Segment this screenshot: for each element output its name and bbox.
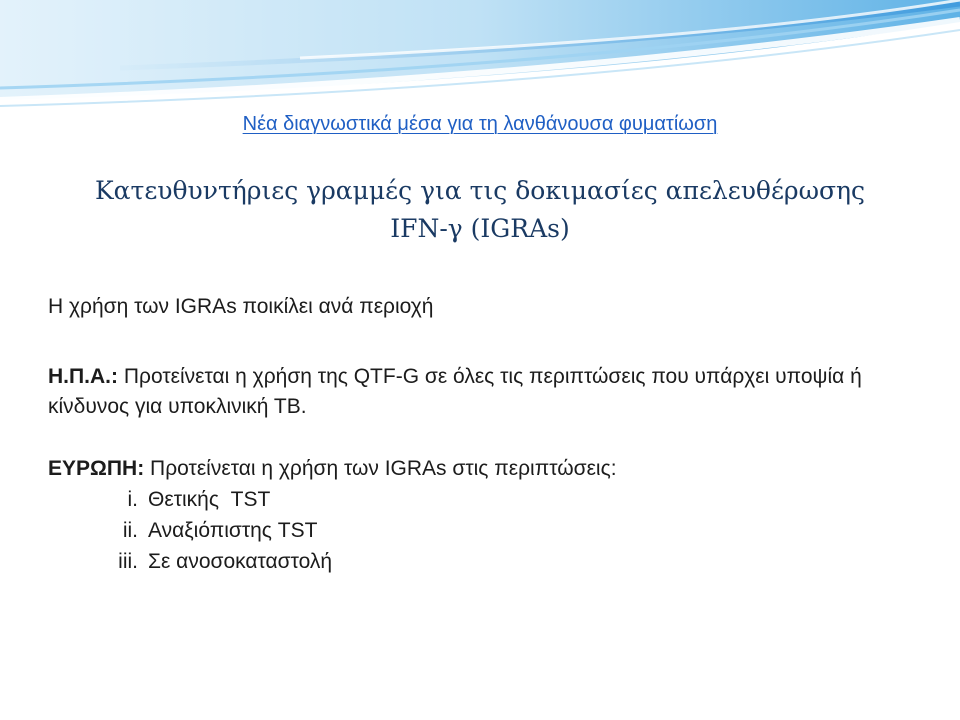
list-item [48,515,928,546]
europe-paragraph [48,453,928,577]
europe-case-list [48,484,928,577]
list-item-number: i. [127,488,138,511]
slide-title-line-1: Κατευθυντήριες γραμμές για τις δοκιμασίες απελευθέρωσης [94,176,866,205]
usa-text: Προτείνεται η χρήση της QTF-G σε όλες τις περιπτώσεις που υπάρχει υποψία ή κίνδυνος για υποκλινική ΤΒ. [48,365,862,418]
list-item [48,484,928,515]
topic-heading [0,113,960,136]
slide-title-line-2: IFN-γ (IGRAs) [390,214,570,243]
list-item-number: iii. [118,550,138,573]
usa-label: Η.Π.Α.: [48,365,118,388]
header-wave-decoration [0,0,960,110]
usa-paragraph [48,362,928,422]
list-item-text: Σε ανοσοκαταστολή [148,550,333,573]
slide-title [0,172,960,248]
list-item-number: ii. [122,519,138,542]
topic-heading-text: Νέα διαγνωστικά μέσα για τη λανθάνουσα φυματίωση [242,113,718,135]
europe-label: ΕΥΡΩΠΗ: [48,457,145,480]
list-item-text: Θετικής TST [148,488,271,511]
usage-paragraph: Η χρήση των IGRAs ποικίλει ανά περιοχή [48,295,434,318]
europe-text: Προτείνεται η χρήση των IGRAs στις περιπτώσεις: [150,457,617,480]
list-item [48,546,928,577]
list-item-text: Αναξιόπιστης TST [148,519,318,542]
